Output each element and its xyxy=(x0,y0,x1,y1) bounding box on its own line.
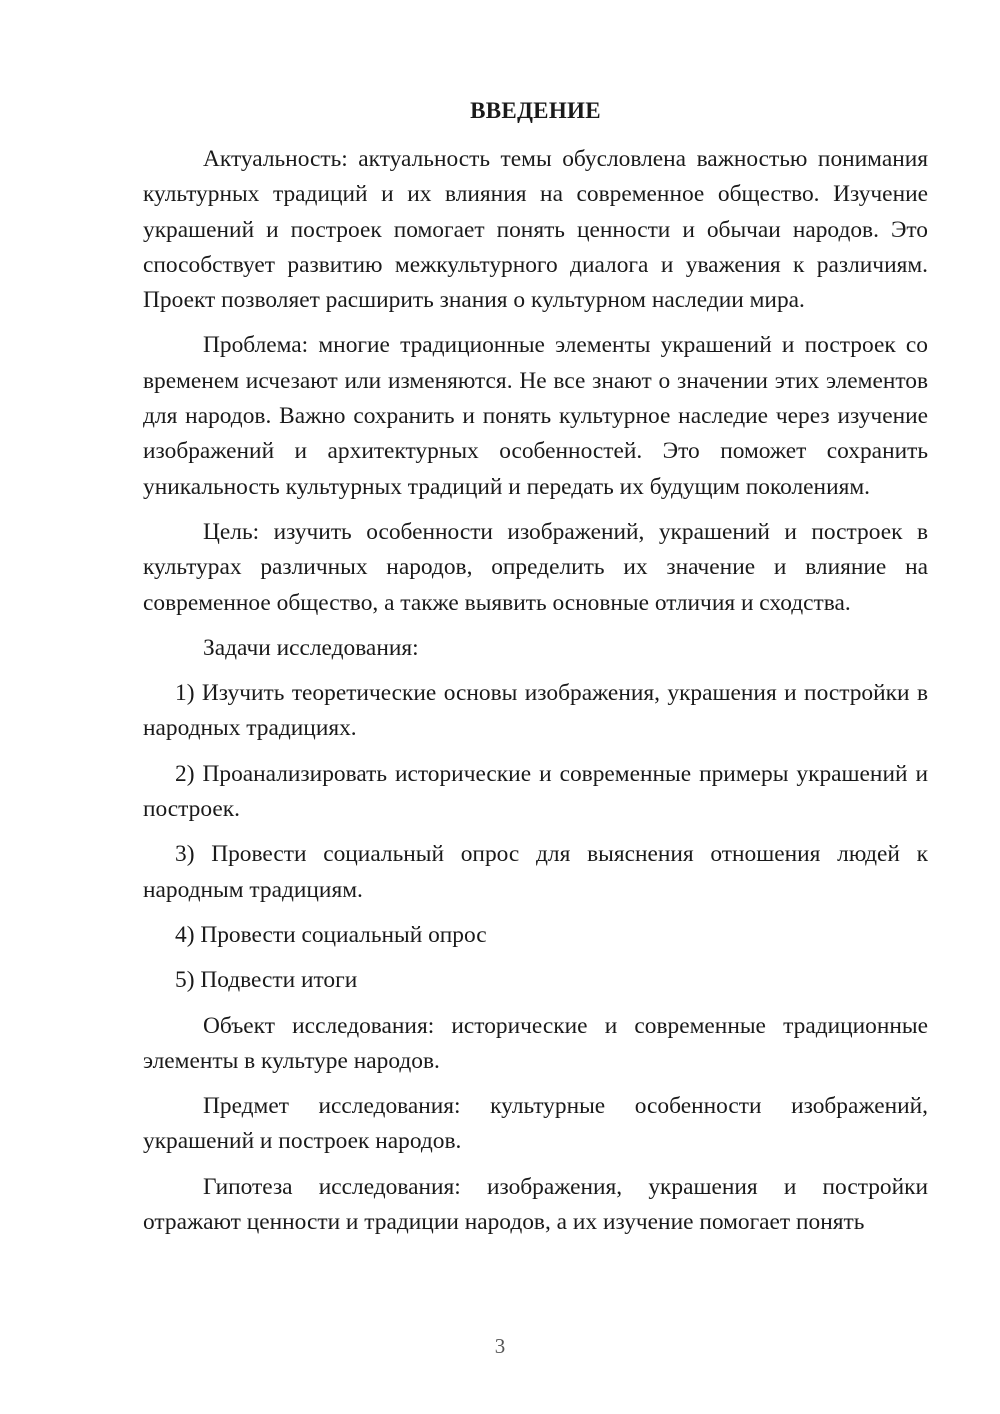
section-heading: ВВЕДЕНИЕ xyxy=(470,98,601,123)
paragraph-subject: Предмет исследования: культурные особенности изображений, украшений и построек народов. xyxy=(143,1093,928,1155)
page-number: 3 xyxy=(494,1334,506,1358)
paragraph-problem: Проблема: многие традиционные элементы украшений и построек со временем исчезают или изменяются. Не все знают о значении этих элементов для народов. Важно сохранить и понять культурное наследие через изучение изображений и архитектурных особенностей. Это поможет сохранить уникальность культурных традиций и передать их будущим поколениям. xyxy=(143,332,928,500)
task-item: 1) Изучить теоретические основы изображения, украшения и постройки в народных традициях. xyxy=(143,680,928,742)
task-item: 4) Провести социальный опрос xyxy=(175,921,487,948)
tasks-title: Задачи исследования: xyxy=(203,634,419,661)
task-item: 3) Провести социальный опрос для выяснения отношения людей к народным традициям. xyxy=(143,841,928,903)
paragraph-object: Объект исследования: исторические и современные традиционные элементы в культуре народов. xyxy=(143,1012,928,1074)
paragraph-hypothesis: Гипотеза исследования: изображения, украшения и постройки отражают ценности и традиции народов, а их изучение помогает понять xyxy=(143,1173,928,1236)
task-item: 2) Проанализировать исторические и современные примеры украшений и построек. xyxy=(143,760,928,823)
paragraph-relevance: Актуальность: актуальность темы обусловлена важностью понимания культурных традиций и их влияния на современное общество. Изучение украшений и построек помогает понять ценности и обычаи народов. Это способствует развитию межкультурного диалога и уважения к различиям. Проект позволяет расширить знания о культурном наследии мира. xyxy=(143,146,928,314)
paragraph-goal: Цель: изучить особенности изображений, украшений и построек в культурах различных народов, определить их значение и влияние на современное общество, а также выявить основные отличия и сходства. xyxy=(143,518,928,616)
document-body xyxy=(143,142,928,1250)
task-item: 5) Подвести итоги xyxy=(175,967,358,994)
